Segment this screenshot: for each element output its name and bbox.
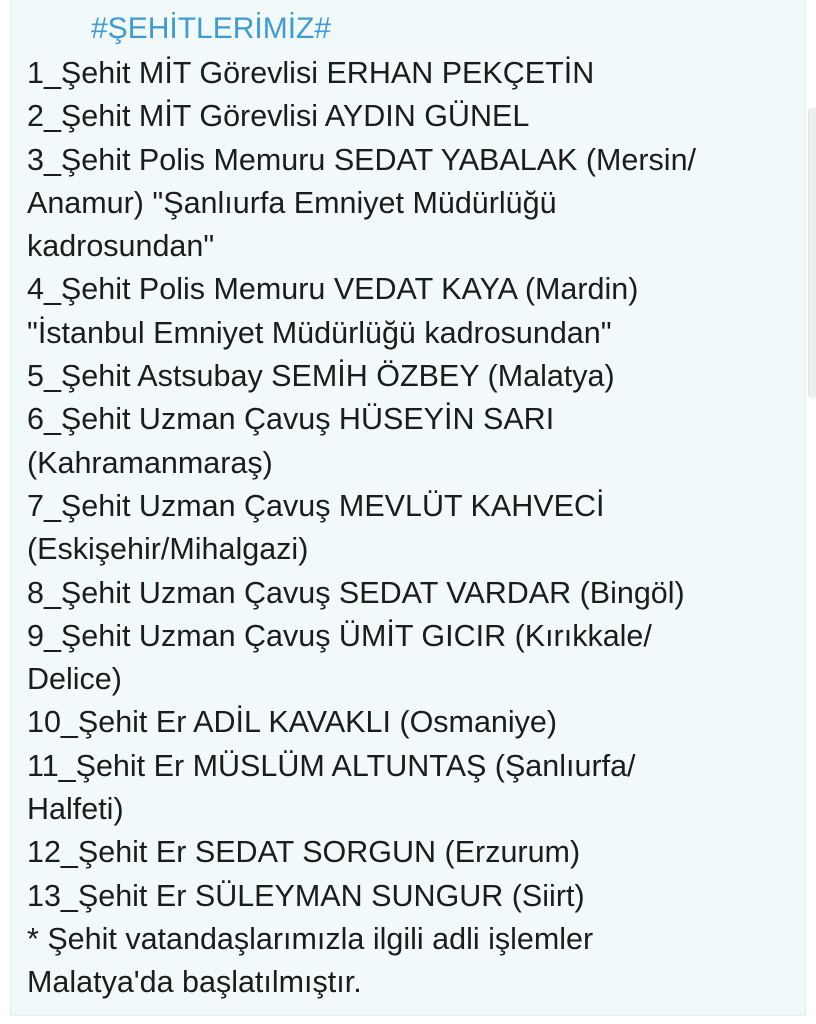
text-line: 4_Şehit Polis Memuru VEDAT KAYA (Mardin) — [27, 272, 639, 307]
text-line: kadrosundan" — [27, 229, 215, 264]
text-line: (Kahramanmaraş) — [27, 445, 273, 480]
text-line: (Eskişehir/Mihalgazi) — [27, 532, 309, 567]
text-line: 9_Şehit Uzman Çavuş ÜMİT GICIR (Kırıkkale/ — [27, 618, 652, 653]
text-line: Delice) — [27, 662, 122, 697]
hashtag-link[interactable]: #ŞEHİTLERİMİZ# — [91, 12, 332, 45]
text-line: Halfeti) — [27, 792, 124, 827]
scroll-handle[interactable] — [808, 108, 816, 398]
text-line: 3_Şehit Polis Memuru SEDAT YABALAK (Mersin/ — [27, 142, 697, 177]
text-line: 2_Şehit MİT Görevlisi AYDIN GÜNEL — [27, 99, 530, 134]
post-card — [10, 0, 806, 1015]
text-line: 1_Şehit MİT Görevlisi ERHAN PEKÇETİN — [27, 56, 595, 90]
text-line: Anamur) "Şanlıurfa Emniyet Müdürlüğü — [27, 185, 557, 220]
text-line: "İstanbul Emniyet Müdürlüğü kadrosundan" — [27, 315, 612, 350]
text-line: Malatya'da başlatılmıştır. — [27, 965, 362, 1000]
martyr-list — [27, 52, 696, 1005]
text-line: * Şehit vatandaşlarımızla ilgili adli işlemler — [27, 921, 594, 956]
text-line: 6_Şehit Uzman Çavuş HÜSEYİN SARI — [27, 402, 555, 437]
text-line: 10_Şehit Er ADİL KAVAKLI (Osmaniye) — [27, 705, 558, 740]
text-line: 8_Şehit Uzman Çavuş SEDAT VARDAR (Bingöl) — [27, 575, 685, 610]
text-line: 7_Şehit Uzman Çavuş MEVLÜT KAHVECİ — [27, 488, 605, 523]
divider — [10, 1015, 806, 1016]
text-line: 12_Şehit Er SEDAT SORGUN (Erzurum) — [27, 835, 581, 870]
text-line: 5_Şehit Astsubay SEMİH ÖZBEY (Malatya) — [27, 359, 615, 394]
text-line: 13_Şehit Er SÜLEYMAN SUNGUR (Siirt) — [27, 878, 585, 913]
text-line: 11_Şehit Er MÜSLÜM ALTUNTAŞ (Şanlıurfa/ — [27, 748, 636, 783]
